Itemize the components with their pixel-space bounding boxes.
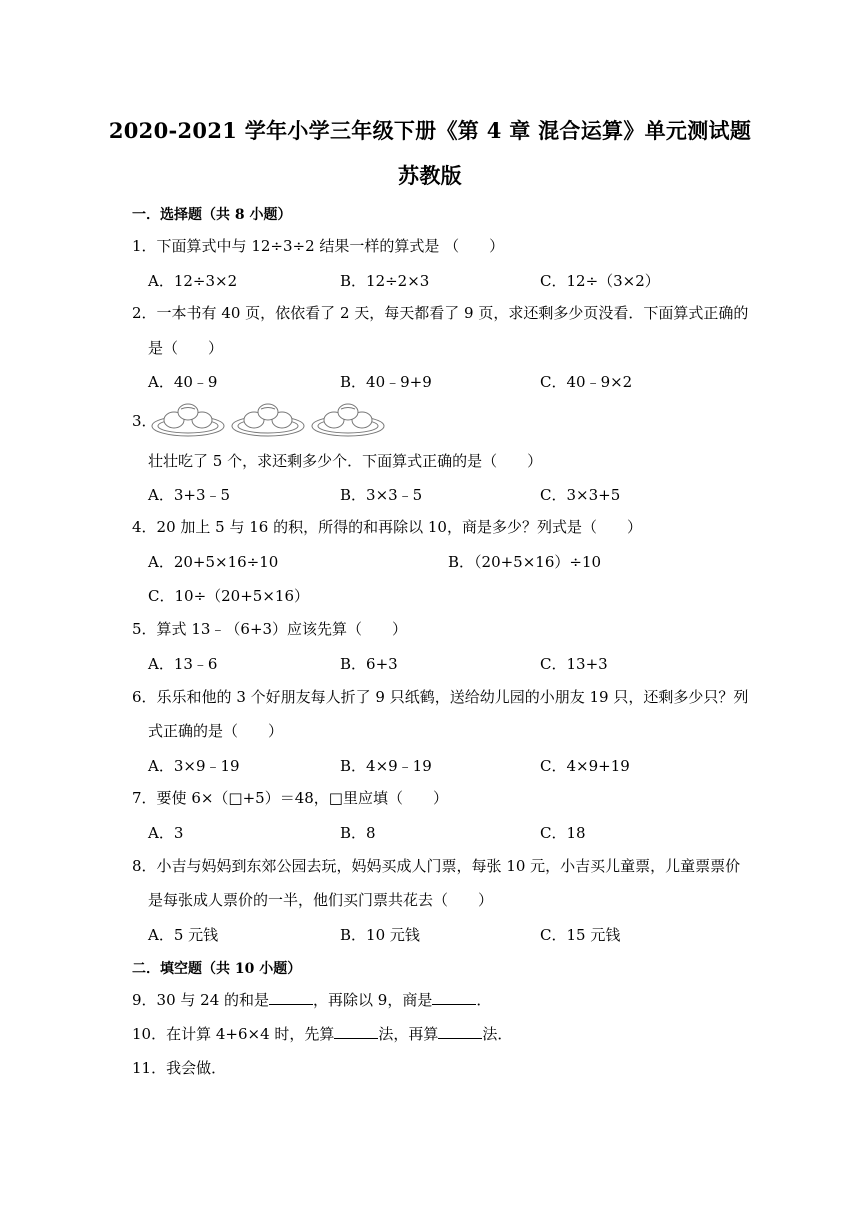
option-c: C．4×9+19 <box>540 757 630 775</box>
question-4 <box>132 517 642 537</box>
question-text: 要使 6×（□+5）＝48，□里应填（ ） <box>156 789 448 807</box>
question-text-continued: 是（ ） <box>148 339 224 357</box>
answer-blank[interactable] <box>334 1024 378 1039</box>
option-a: A．13﹣6 <box>148 655 218 673</box>
question-text: 30 与 24 的和是 <box>156 991 270 1009</box>
question-7 <box>132 788 448 808</box>
question-number: 11． <box>132 1059 167 1077</box>
option-c: C．18 <box>540 824 586 842</box>
question-number: 1． <box>132 237 157 255</box>
option-b: B．8 <box>340 824 376 842</box>
steamed-buns-plates-image <box>150 396 386 442</box>
question-number: 9． <box>132 991 157 1009</box>
answer-blank[interactable] <box>432 990 476 1005</box>
question-3-number: 3． <box>132 412 157 430</box>
option-c: C．10÷（20+5×16） <box>148 587 309 605</box>
question-text: ，再除以 9，商是 <box>313 991 433 1009</box>
option-b: B．12÷2×3 <box>340 272 430 290</box>
option-b: B．（20+5×16）÷10 <box>448 553 602 571</box>
question-8 <box>132 856 740 876</box>
option-b: B．4×9﹣19 <box>340 757 432 775</box>
option-c: C．15 元钱 <box>540 926 621 944</box>
option-b: B．10 元钱 <box>340 926 420 944</box>
question-text: 下面算式中与 12÷3÷2 结果一样的算式是 （ ） <box>156 237 505 255</box>
question-10 <box>132 1024 512 1044</box>
question-text: 算式 13﹣（6+3）应该先算（ ） <box>156 620 408 638</box>
option-c: C．40﹣9×2 <box>540 373 633 391</box>
question-text: 法． <box>482 1025 513 1043</box>
question-text: 我会做． <box>166 1059 227 1077</box>
question-text: 小吉与妈妈到东郊公园去玩，妈妈买成人门票，每张 10 元，小吉买儿童票，儿童票票价 <box>156 857 741 875</box>
option-b: B．40﹣9+9 <box>340 373 432 391</box>
question-5 <box>132 619 407 639</box>
question-6 <box>132 687 748 707</box>
option-c: C．13+3 <box>540 655 608 673</box>
question-number: 2． <box>132 304 157 322</box>
question-3-text: 壮壮吃了 5 个，求还剩多少个．下面算式正确的是（ ） <box>148 452 543 470</box>
question-text-continued: 是每张成人票价的一半，他们买门票共花去（ ） <box>148 891 494 909</box>
question-text: ． <box>476 991 492 1009</box>
section-heading-choice: 一．选择题（共 8 小题） <box>132 207 292 223</box>
option-c: C．3×3+5 <box>540 486 621 504</box>
question-2 <box>132 303 748 323</box>
question-9 <box>132 990 491 1010</box>
question-text-continued: 式正确的是（ ） <box>148 722 284 740</box>
option-a: A．3 <box>148 824 184 842</box>
option-a: A．3×9﹣19 <box>148 757 240 775</box>
section-heading-fill: 二．填空题（共 10 小题） <box>132 961 302 977</box>
question-number: 5． <box>132 620 157 638</box>
question-text: 在计算 4+6×4 时，先算 <box>166 1025 335 1043</box>
question-number: 4． <box>132 518 157 536</box>
option-a: A．40﹣9 <box>148 373 218 391</box>
answer-blank[interactable] <box>269 990 313 1005</box>
question-number: 7． <box>132 789 157 807</box>
question-text: 乐乐和他的 3 个好朋友每人折了 9 只纸鹤，送给幼儿园的小朋友 19 只，还剩多少只？列 <box>156 688 749 706</box>
option-a: A．20+5×16÷10 <box>148 553 279 571</box>
question-11 <box>132 1058 226 1078</box>
question-1 <box>132 236 504 256</box>
option-c: C．12÷（3×2） <box>540 272 660 290</box>
question-number: 8． <box>132 857 157 875</box>
option-b: B．6+3 <box>340 655 398 673</box>
option-b: B．3×3﹣5 <box>340 486 423 504</box>
answer-blank[interactable] <box>438 1024 482 1039</box>
option-a: A．5 元钱 <box>148 926 219 944</box>
question-text: 法，再算 <box>378 1025 439 1043</box>
question-number: 6． <box>132 688 157 706</box>
question-number: 10． <box>132 1025 167 1043</box>
page-title: 2020-2021 学年小学三年级下册《第 4 章 混合运算》单元测试题 <box>108 118 752 143</box>
page-subtitle: 苏教版 <box>398 163 462 188</box>
option-a: A．3+3﹣5 <box>148 486 231 504</box>
question-text: 20 加上 5 与 16 的积，所得的和再除以 10，商是多少？列式是（ ） <box>156 518 642 536</box>
question-text: 一本书有 40 页，依依看了 2 天，每天都看了 9 页，求还剩多少页没看．下面算式正确的 <box>156 304 749 322</box>
option-a: A．12÷3×2 <box>148 272 238 290</box>
